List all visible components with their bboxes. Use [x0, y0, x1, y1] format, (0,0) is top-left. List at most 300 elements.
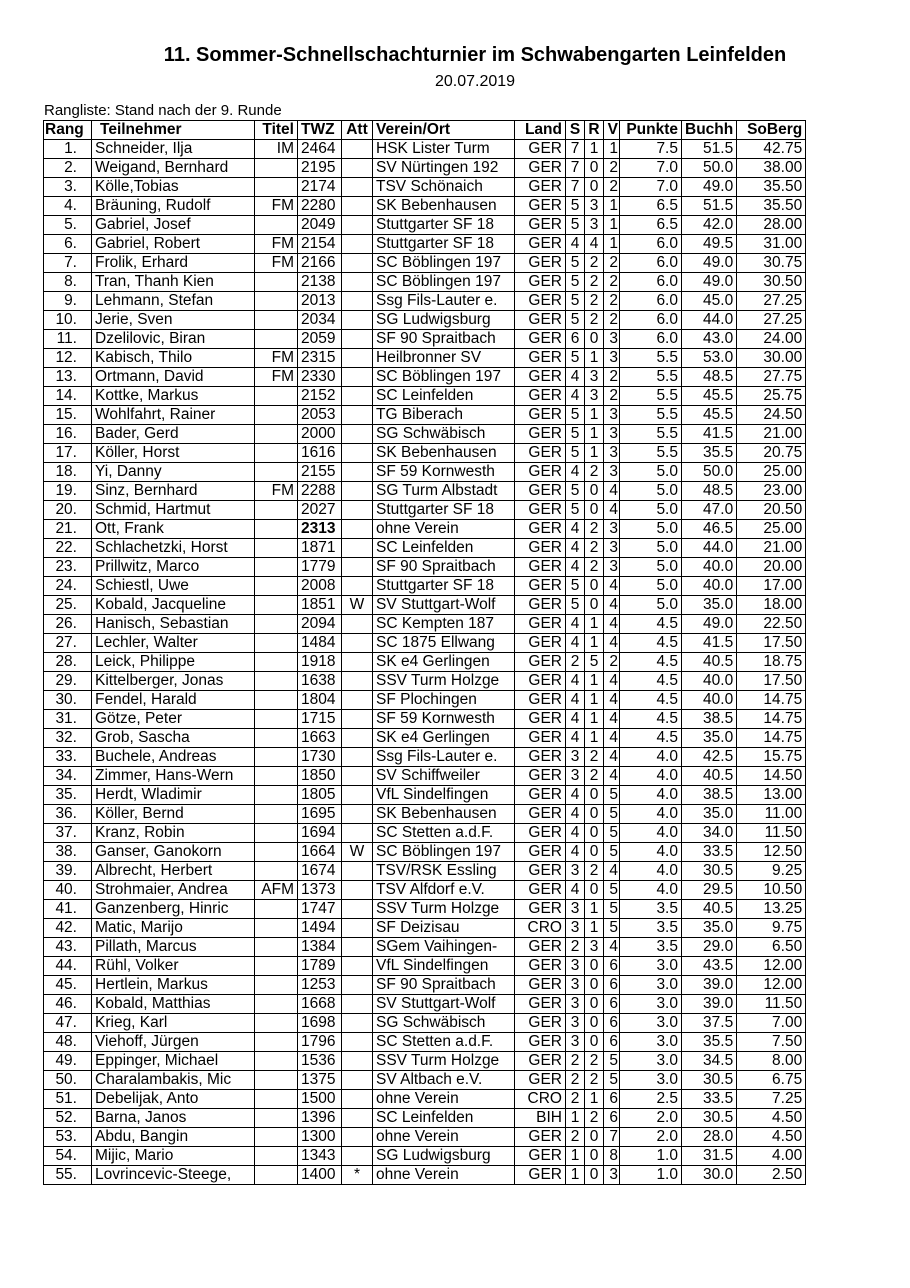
buchholz-cell: 40.0 [682, 691, 737, 710]
club-cell: Stuttgarter SF 18 [373, 235, 515, 254]
country-cell: GER [515, 1147, 566, 1166]
rating-cell: 1804 [298, 691, 342, 710]
club-cell: Ssg Fils-Lauter e. [373, 748, 515, 767]
player-name-cell: Schiestl, Uwe [92, 577, 255, 596]
att-cell [342, 539, 373, 558]
club-cell: SGem Vaihingen- [373, 938, 515, 957]
points-cell: 7.0 [620, 159, 682, 178]
buchholz-cell: 29.0 [682, 938, 737, 957]
buchholz-cell: 30.5 [682, 862, 737, 881]
club-cell: TG Biberach [373, 406, 515, 425]
sonneborn-berger-cell: 25.75 [737, 387, 806, 406]
wins-cell: 3 [566, 900, 585, 919]
sonneborn-berger-cell: 17.50 [737, 634, 806, 653]
rank-cell: 38. [44, 843, 92, 862]
wins-cell: 4 [566, 235, 585, 254]
table-row [44, 919, 806, 938]
rating-cell: 2464 [298, 140, 342, 159]
country-cell: GER [515, 501, 566, 520]
rating-cell: 1668 [298, 995, 342, 1014]
country-cell: GER [515, 900, 566, 919]
table-row [44, 1052, 806, 1071]
sonneborn-berger-cell: 12.50 [737, 843, 806, 862]
draws-cell: 1 [585, 900, 604, 919]
player-name-cell: Schneider, Ilja [92, 140, 255, 159]
wins-cell: 4 [566, 672, 585, 691]
wins-cell: 2 [566, 1090, 585, 1109]
buchholz-cell: 34.0 [682, 824, 737, 843]
title-cell [255, 919, 298, 938]
rank-cell: 2. [44, 159, 92, 178]
rating-cell: 2094 [298, 615, 342, 634]
points-cell: 6.0 [620, 235, 682, 254]
country-cell: GER [515, 995, 566, 1014]
att-cell [342, 216, 373, 235]
att-cell [342, 140, 373, 159]
buchholz-cell: 44.0 [682, 539, 737, 558]
rating-cell: 1918 [298, 653, 342, 672]
rank-cell: 33. [44, 748, 92, 767]
sonneborn-berger-cell: 30.00 [737, 349, 806, 368]
player-name-cell: Charalambakis, Mic [92, 1071, 255, 1090]
draws-cell: 1 [585, 634, 604, 653]
draws-cell: 0 [585, 596, 604, 615]
rating-cell: 2008 [298, 577, 342, 596]
country-cell: GER [515, 349, 566, 368]
buchholz-cell: 35.5 [682, 444, 737, 463]
att-cell [342, 1147, 373, 1166]
table-row [44, 843, 806, 862]
club-cell: SF 90 Spraitbach [373, 330, 515, 349]
table-row [44, 520, 806, 539]
sonneborn-berger-cell: 4.00 [737, 1147, 806, 1166]
buchholz-cell: 50.0 [682, 159, 737, 178]
sonneborn-berger-cell: 17.00 [737, 577, 806, 596]
rank-cell: 47. [44, 1014, 92, 1033]
sonneborn-berger-cell: 8.00 [737, 1052, 806, 1071]
losses-cell: 5 [604, 824, 620, 843]
player-name-cell: Kobald, Jacqueline [92, 596, 255, 615]
att-cell [342, 1071, 373, 1090]
att-cell [342, 1052, 373, 1071]
buchholz-cell: 29.5 [682, 881, 737, 900]
wins-cell: 3 [566, 957, 585, 976]
draws-cell: 0 [585, 1014, 604, 1033]
club-cell: SC Stetten a.d.F. [373, 1033, 515, 1052]
country-cell: GER [515, 330, 566, 349]
rating-cell: 2049 [298, 216, 342, 235]
att-cell [342, 425, 373, 444]
wins-cell: 5 [566, 501, 585, 520]
sonneborn-berger-cell: 9.75 [737, 919, 806, 938]
buchholz-cell: 51.5 [682, 140, 737, 159]
player-name-cell: Buchele, Andreas [92, 748, 255, 767]
sonneborn-berger-cell: 18.00 [737, 596, 806, 615]
buchholz-cell: 35.0 [682, 919, 737, 938]
wins-cell: 5 [566, 273, 585, 292]
wins-cell: 5 [566, 197, 585, 216]
player-name-cell: Kobald, Matthias [92, 995, 255, 1014]
att-cell [342, 805, 373, 824]
att-cell [342, 1128, 373, 1147]
country-cell: GER [515, 615, 566, 634]
country-cell: GER [515, 197, 566, 216]
buchholz-cell: 41.5 [682, 425, 737, 444]
rating-cell: 1698 [298, 1014, 342, 1033]
title-cell [255, 1109, 298, 1128]
rating-cell: 1396 [298, 1109, 342, 1128]
table-row [44, 653, 806, 672]
country-cell: GER [515, 786, 566, 805]
club-cell: TSV Schönaich [373, 178, 515, 197]
rank-cell: 17. [44, 444, 92, 463]
losses-cell: 5 [604, 843, 620, 862]
player-name-cell: Bräuning, Rudolf [92, 197, 255, 216]
rating-cell: 1484 [298, 634, 342, 653]
losses-cell: 2 [604, 387, 620, 406]
losses-cell: 4 [604, 615, 620, 634]
col-header-punkte: Punkte [620, 121, 682, 140]
draws-cell: 0 [585, 824, 604, 843]
losses-cell: 3 [604, 349, 620, 368]
table-row [44, 634, 806, 653]
player-name-cell: Kottke, Markus [92, 387, 255, 406]
losses-cell: 4 [604, 710, 620, 729]
col-header-buchh: Buchh [682, 121, 737, 140]
draws-cell: 0 [585, 957, 604, 976]
wins-cell: 2 [566, 938, 585, 957]
points-cell: 3.0 [620, 976, 682, 995]
draws-cell: 2 [585, 862, 604, 881]
player-name-cell: Kabisch, Thilo [92, 349, 255, 368]
draws-cell: 0 [585, 330, 604, 349]
table-row [44, 1014, 806, 1033]
draws-cell: 1 [585, 425, 604, 444]
sonneborn-berger-cell: 11.50 [737, 995, 806, 1014]
title-cell [255, 1166, 298, 1185]
rating-cell: 2138 [298, 273, 342, 292]
buchholz-cell: 49.0 [682, 254, 737, 273]
club-cell: Stuttgarter SF 18 [373, 501, 515, 520]
club-cell: SV Stuttgart-Wolf [373, 995, 515, 1014]
losses-cell: 2 [604, 292, 620, 311]
points-cell: 5.5 [620, 368, 682, 387]
rank-cell: 31. [44, 710, 92, 729]
table-row [44, 501, 806, 520]
buchholz-cell: 40.0 [682, 577, 737, 596]
table-row [44, 406, 806, 425]
points-cell: 5.5 [620, 444, 682, 463]
wins-cell: 7 [566, 178, 585, 197]
att-cell [342, 786, 373, 805]
points-cell: 5.0 [620, 520, 682, 539]
country-cell: CRO [515, 919, 566, 938]
club-cell: SC Böblingen 197 [373, 273, 515, 292]
country-cell: GER [515, 387, 566, 406]
rank-cell: 28. [44, 653, 92, 672]
buchholz-cell: 42.5 [682, 748, 737, 767]
wins-cell: 5 [566, 292, 585, 311]
club-cell: SSV Turm Holzge [373, 900, 515, 919]
country-cell: GER [515, 881, 566, 900]
rating-cell: 2152 [298, 387, 342, 406]
rank-cell: 18. [44, 463, 92, 482]
rating-cell: 2288 [298, 482, 342, 501]
points-cell: 4.5 [620, 691, 682, 710]
buchholz-cell: 35.0 [682, 805, 737, 824]
draws-cell: 0 [585, 501, 604, 520]
sonneborn-berger-cell: 2.50 [737, 1166, 806, 1185]
buchholz-cell: 38.5 [682, 710, 737, 729]
country-cell: GER [515, 444, 566, 463]
att-cell [342, 311, 373, 330]
losses-cell: 3 [604, 558, 620, 577]
table-row [44, 976, 806, 995]
sonneborn-berger-cell: 14.75 [737, 710, 806, 729]
draws-cell: 0 [585, 1166, 604, 1185]
rating-cell: 1851 [298, 596, 342, 615]
buchholz-cell: 40.0 [682, 558, 737, 577]
table-row [44, 767, 806, 786]
rating-cell: 1805 [298, 786, 342, 805]
table-row [44, 786, 806, 805]
wins-cell: 3 [566, 862, 585, 881]
points-cell: 6.0 [620, 311, 682, 330]
wins-cell: 5 [566, 577, 585, 596]
draws-cell: 2 [585, 254, 604, 273]
rating-cell: 1663 [298, 729, 342, 748]
points-cell: 1.0 [620, 1166, 682, 1185]
points-cell: 5.0 [620, 558, 682, 577]
club-cell: SC Leinfelden [373, 1109, 515, 1128]
wins-cell: 4 [566, 691, 585, 710]
country-cell: GER [515, 1128, 566, 1147]
losses-cell: 3 [604, 425, 620, 444]
buchholz-cell: 31.5 [682, 1147, 737, 1166]
points-cell: 3.0 [620, 1071, 682, 1090]
table-row [44, 577, 806, 596]
draws-cell: 2 [585, 748, 604, 767]
ranking-body [44, 140, 806, 1185]
sonneborn-berger-cell: 27.75 [737, 368, 806, 387]
rating-cell: 2000 [298, 425, 342, 444]
draws-cell: 1 [585, 672, 604, 691]
player-name-cell: Ganser, Ganokorn [92, 843, 255, 862]
sonneborn-berger-cell: 27.25 [737, 292, 806, 311]
att-cell [342, 159, 373, 178]
rating-cell: 1494 [298, 919, 342, 938]
title-cell [255, 1033, 298, 1052]
table-row [44, 995, 806, 1014]
player-name-cell: Fendel, Harald [92, 691, 255, 710]
losses-cell: 6 [604, 995, 620, 1014]
club-cell: SK Bebenhausen [373, 197, 515, 216]
draws-cell: 3 [585, 216, 604, 235]
title-cell [255, 159, 298, 178]
draws-cell: 2 [585, 520, 604, 539]
country-cell: GER [515, 539, 566, 558]
points-cell: 3.5 [620, 919, 682, 938]
sonneborn-berger-cell: 25.00 [737, 520, 806, 539]
att-cell: W [342, 843, 373, 862]
rank-cell: 55. [44, 1166, 92, 1185]
wins-cell: 5 [566, 311, 585, 330]
draws-cell: 0 [585, 1128, 604, 1147]
table-row [44, 330, 806, 349]
sonneborn-berger-cell: 20.75 [737, 444, 806, 463]
country-cell: GER [515, 710, 566, 729]
att-cell [342, 672, 373, 691]
losses-cell: 6 [604, 1014, 620, 1033]
rank-cell: 49. [44, 1052, 92, 1071]
rating-cell: 1616 [298, 444, 342, 463]
table-row [44, 615, 806, 634]
wins-cell: 4 [566, 463, 585, 482]
table-row [44, 140, 806, 159]
club-cell: SF Deizisau [373, 919, 515, 938]
att-cell [342, 729, 373, 748]
buchholz-cell: 39.0 [682, 976, 737, 995]
att-cell [342, 900, 373, 919]
buchholz-cell: 38.5 [682, 786, 737, 805]
wins-cell: 5 [566, 425, 585, 444]
country-cell: GER [515, 976, 566, 995]
points-cell: 5.0 [620, 463, 682, 482]
points-cell: 4.5 [620, 653, 682, 672]
att-cell [342, 1090, 373, 1109]
title-cell [255, 520, 298, 539]
att-cell [342, 976, 373, 995]
table-row [44, 1128, 806, 1147]
title-cell: FM [255, 349, 298, 368]
club-cell: SF 59 Kornwesth [373, 710, 515, 729]
title-cell [255, 748, 298, 767]
losses-cell: 1 [604, 197, 620, 216]
rank-cell: 4. [44, 197, 92, 216]
club-cell: SV Altbach e.V. [373, 1071, 515, 1090]
sonneborn-berger-cell: 7.25 [737, 1090, 806, 1109]
att-cell [342, 558, 373, 577]
points-cell: 5.0 [620, 501, 682, 520]
buchholz-cell: 35.0 [682, 729, 737, 748]
wins-cell: 4 [566, 368, 585, 387]
col-header-v: V [604, 121, 620, 140]
sonneborn-berger-cell: 12.00 [737, 957, 806, 976]
att-cell [342, 919, 373, 938]
country-cell: GER [515, 824, 566, 843]
att-cell [342, 235, 373, 254]
losses-cell: 4 [604, 577, 620, 596]
player-name-cell: Schmid, Hartmut [92, 501, 255, 520]
losses-cell: 5 [604, 786, 620, 805]
country-cell: GER [515, 1014, 566, 1033]
sonneborn-berger-cell: 7.00 [737, 1014, 806, 1033]
buchholz-cell: 45.0 [682, 292, 737, 311]
col-header-att: Att [342, 121, 373, 140]
table-row [44, 691, 806, 710]
points-cell: 4.0 [620, 881, 682, 900]
club-cell: HSK Lister Turm [373, 140, 515, 159]
country-cell: GER [515, 729, 566, 748]
table-row [44, 900, 806, 919]
rank-cell: 27. [44, 634, 92, 653]
losses-cell: 4 [604, 767, 620, 786]
club-cell: SK Bebenhausen [373, 444, 515, 463]
sonneborn-berger-cell: 13.25 [737, 900, 806, 919]
rank-cell: 9. [44, 292, 92, 311]
buchholz-cell: 47.0 [682, 501, 737, 520]
title-cell [255, 976, 298, 995]
draws-cell: 1 [585, 1090, 604, 1109]
rating-cell: 2330 [298, 368, 342, 387]
buchholz-cell: 49.0 [682, 615, 737, 634]
draws-cell: 2 [585, 463, 604, 482]
player-name-cell: Strohmaier, Andrea [92, 881, 255, 900]
rating-cell: 2313 [298, 520, 342, 539]
rank-cell: 24. [44, 577, 92, 596]
title-cell [255, 938, 298, 957]
rating-cell: 1796 [298, 1033, 342, 1052]
table-row [44, 1147, 806, 1166]
draws-cell: 1 [585, 919, 604, 938]
rating-cell: 1300 [298, 1128, 342, 1147]
draws-cell: 2 [585, 767, 604, 786]
losses-cell: 3 [604, 1166, 620, 1185]
losses-cell: 4 [604, 862, 620, 881]
sonneborn-berger-cell: 35.50 [737, 178, 806, 197]
att-cell: * [342, 1166, 373, 1185]
title-cell: IM [255, 140, 298, 159]
country-cell: GER [515, 767, 566, 786]
buchholz-cell: 53.0 [682, 349, 737, 368]
country-cell: GER [515, 216, 566, 235]
table-row [44, 1109, 806, 1128]
title-cell [255, 710, 298, 729]
points-cell: 7.0 [620, 178, 682, 197]
att-cell [342, 824, 373, 843]
att-cell [342, 957, 373, 976]
rating-cell: 2034 [298, 311, 342, 330]
country-cell: GER [515, 311, 566, 330]
points-cell: 4.0 [620, 786, 682, 805]
losses-cell: 8 [604, 1147, 620, 1166]
title-cell [255, 729, 298, 748]
col-header-r: R [585, 121, 604, 140]
points-cell: 5.0 [620, 482, 682, 501]
country-cell: GER [515, 748, 566, 767]
title-cell [255, 957, 298, 976]
points-cell: 5.5 [620, 387, 682, 406]
wins-cell: 1 [566, 1109, 585, 1128]
country-cell: GER [515, 653, 566, 672]
buchholz-cell: 45.5 [682, 387, 737, 406]
table-row [44, 463, 806, 482]
draws-cell: 1 [585, 615, 604, 634]
rating-cell: 1536 [298, 1052, 342, 1071]
sonneborn-berger-cell: 6.50 [737, 938, 806, 957]
losses-cell: 5 [604, 1052, 620, 1071]
player-name-cell: Wohlfahrt, Rainer [92, 406, 255, 425]
title-cell [255, 292, 298, 311]
draws-cell: 2 [585, 1109, 604, 1128]
country-cell: GER [515, 862, 566, 881]
att-cell [342, 349, 373, 368]
sonneborn-berger-cell: 22.50 [737, 615, 806, 634]
col-header-verein: Verein/Ort [373, 121, 515, 140]
table-row [44, 482, 806, 501]
att-cell [342, 197, 373, 216]
table-row [44, 254, 806, 273]
